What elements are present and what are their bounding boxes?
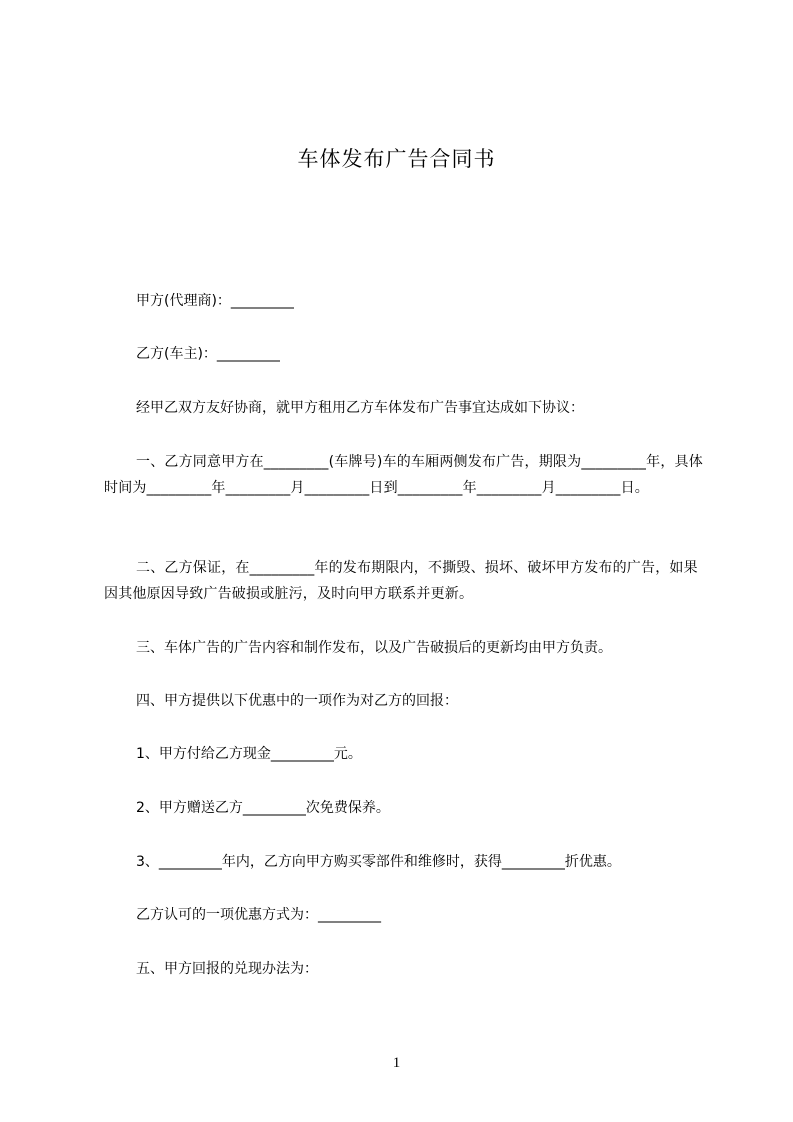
clause-1-paragraph: 一、乙方同意甲方在_________(车牌号)车的车厢两侧发布广告，期限为_________年，具体时间为_________年_________月_________日到_________年_________月_________日。 (104, 454, 703, 496)
clause-4-paragraph: 四、甲方提供以下优惠中的一项作为对乙方的回报： (136, 693, 458, 709)
intro-paragraph: 经甲乙双方友好协商，就甲方租用乙方车体发布广告事宜达成如下协议： (136, 400, 584, 416)
chosen-option-line: 乙方认可的一项优惠方式为：_________ (136, 907, 381, 923)
clause-2-paragraph: 二、乙方保证，在_________年的发布期限内，不撕毁、损坏、破坏甲方发布的广告，如果因其他原因导致广告破损或脏污，及时向甲方联系并更新。 (104, 560, 698, 602)
page-number: 1 (392, 1055, 401, 1071)
option-1-line: 1、甲方付给乙方现金_________元。 (136, 746, 362, 762)
option-2-line: 2、甲方赠送乙方_________次免费保养。 (136, 800, 390, 816)
clause-5-paragraph: 五、甲方回报的兑现办法为： (136, 961, 318, 977)
clause-3-paragraph: 三、车体广告的广告内容和制作发布，以及广告破损后的更新均由甲方负责。 (136, 640, 612, 656)
option-3-line: 3、_________年内，乙方向甲方购买零部件和维修时，获得_________折优惠。 (136, 854, 621, 870)
document-title: 车体发布广告合同书 (297, 147, 496, 171)
party-a-line: 甲方(代理商)：_________ (136, 293, 294, 309)
party-b-line: 乙方(车主)：_________ (136, 346, 280, 362)
